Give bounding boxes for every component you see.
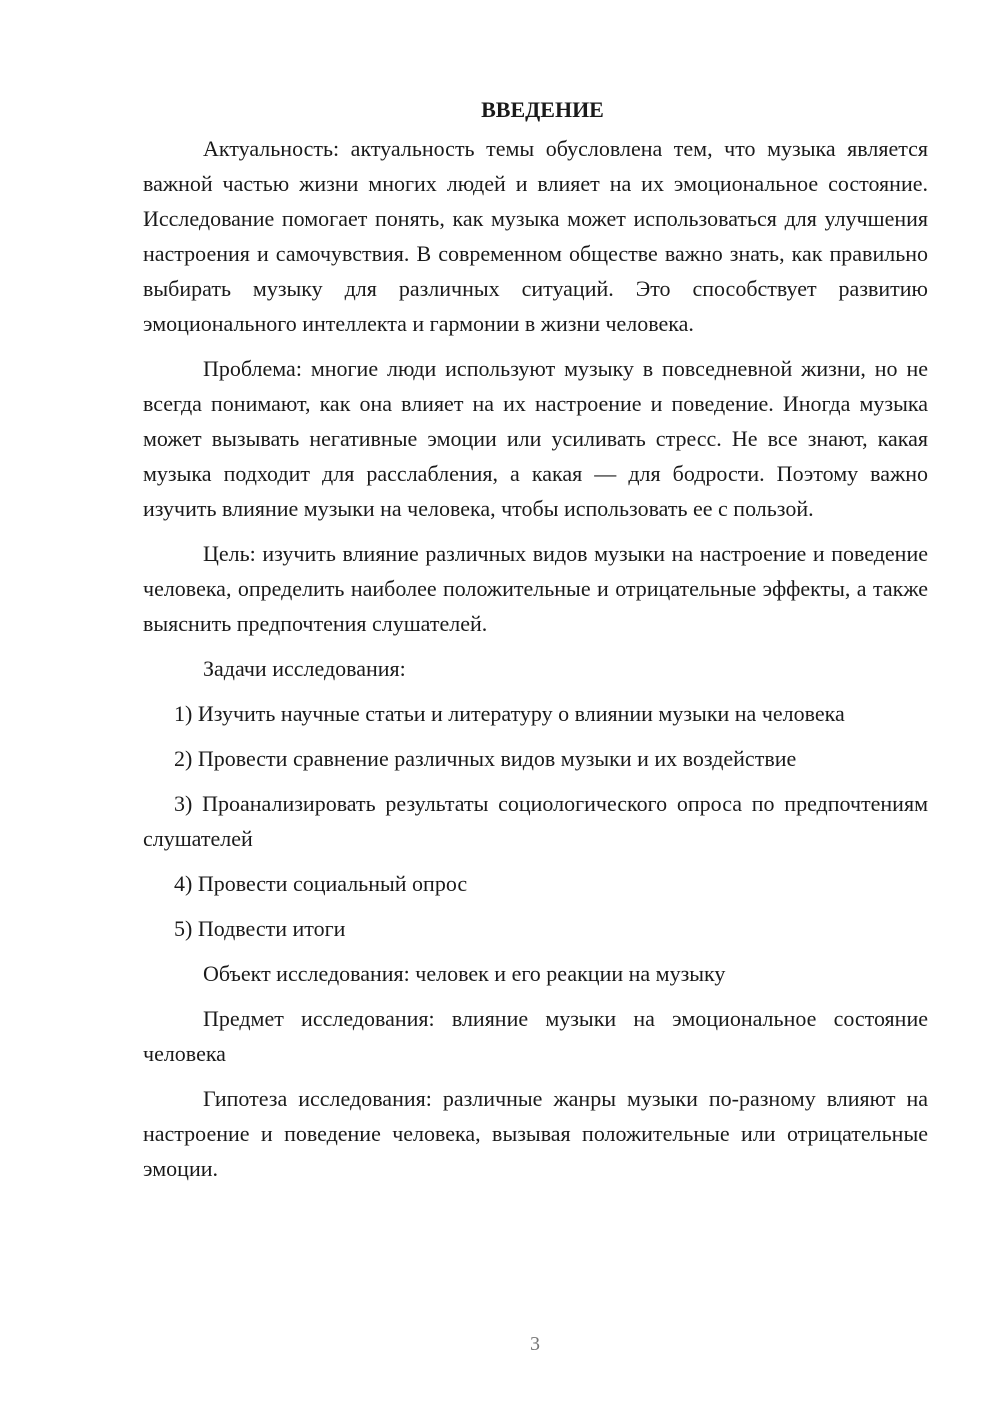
goal-paragraph: Цель: изучить влияние различных видов музыки на настроение и поведение человека, определить наиболее положительные и отрицательные эффекты, а также выяснить предпочтения слушателей. [143,541,928,636]
research-hypothesis: Гипотеза исследования: различные жанры музыки по-разному влияют на настроение и поведение человека, вызывая положительные или отрицательные эмоции. [143,1086,928,1181]
relevance-paragraph: Актуальность: актуальность темы обусловлена тем, что музыка является важной частью жизни многих людей и влияет на их эмоциональное состояние. Исследование помогает понять, как музыка может использоваться для улучшения настроения и самочувствия. В современном обществе важно знать, как правильно выбирать музыку для различных ситуаций. Это способствует развитию эмоционального интеллекта и гармонии в жизни человека. [143,136,928,336]
task-item-5: 5) Подвести итоги [174,916,346,941]
task-item-2: 2) Провести сравнение различных видов музыки и их воздействие [174,746,797,771]
page-number: 3 [530,1333,540,1355]
task-item-1: 1) Изучить научные статьи и литературу о влиянии музыки на человека [174,701,845,726]
task-item-3: 3) Проанализировать результаты социологического опроса по предпочтениям слушателей [143,791,928,851]
research-subject: Предмет исследования: влияние музыки на эмоциональное состояние человека [143,1006,928,1066]
task-item-4: 4) Провести социальный опрос [174,871,468,896]
research-object: Объект исследования: человек и его реакции на музыку [203,961,726,986]
problem-paragraph: Проблема: многие люди используют музыку в повседневной жизни, но не всегда понимают, как она влияет на их настроение и поведение. Иногда музыка может вызывать негативные эмоции или усиливать стресс. Не все знают, какая музыка подходит для расслабления, а какая — для бодрости. Поэтому важно изучить влияние музыки на человека, чтобы использовать ее с пользой. [143,356,928,521]
tasks-title: Задачи исследования: [203,656,406,681]
page-content [143,92,928,1196]
section-heading: ВВЕДЕНИЕ [481,97,604,122]
